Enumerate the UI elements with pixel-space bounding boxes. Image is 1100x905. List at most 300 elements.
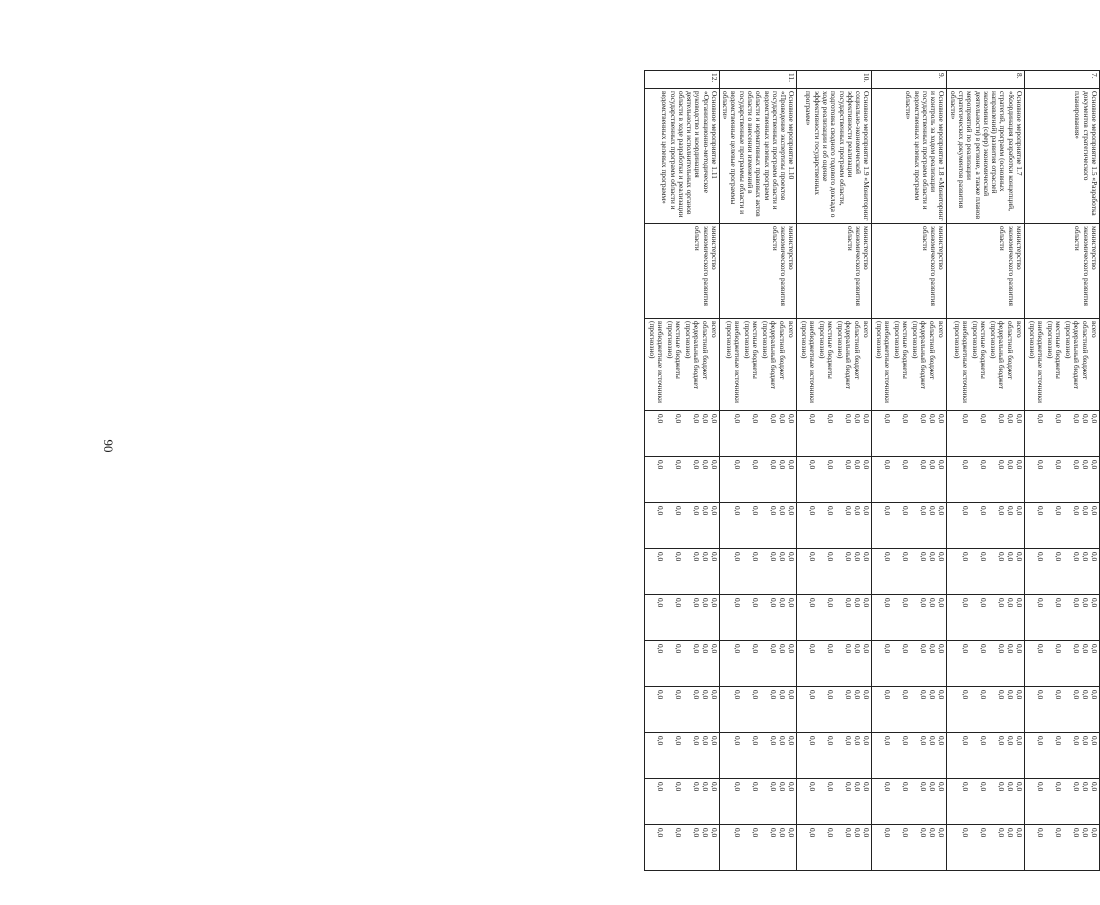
amount-value: 0,0 [733, 598, 743, 608]
executor: министерство экономического развития области [1025, 224, 1100, 319]
amount-value: 0,0 [853, 598, 863, 608]
amount-value: 0,0 [901, 690, 911, 700]
amount-value: 0,0 [883, 460, 893, 470]
amount-value: 0,0 [997, 552, 1006, 562]
value-cell [797, 733, 872, 779]
amount-value: 0,0 [709, 552, 719, 562]
amount-value: 0,0 [691, 782, 701, 792]
amount-value: 0,0 [1054, 736, 1063, 746]
table-row [719, 71, 797, 871]
amount-value: 0,0 [655, 828, 665, 838]
amount-value: 0,0 [928, 460, 938, 470]
amount-value: 0,0 [733, 460, 743, 470]
amount-value: 0,0 [1054, 598, 1063, 608]
amount-value: 0,0 [1036, 782, 1045, 792]
amount-value: 0,0 [919, 460, 929, 470]
amount-value: 0,0 [1072, 598, 1081, 608]
amount-value: 0,0 [1036, 644, 1045, 654]
value-cell [947, 825, 1025, 871]
funding-source-label: всего [709, 321, 719, 338]
amount-value: 0,0 [709, 598, 719, 608]
value-cell [797, 779, 872, 825]
funding-source-label: внебюджетные источники (прогнозно) [875, 321, 893, 404]
amount-value: 0,0 [826, 644, 836, 654]
amount-value: 0,0 [808, 598, 818, 608]
amount-value: 0,0 [778, 736, 788, 746]
value-cell [644, 457, 719, 503]
executor: министерство экономического развития области [872, 224, 947, 319]
amount-value: 0,0 [901, 828, 911, 838]
row-number: 11. [719, 71, 797, 89]
amount-value: 0,0 [787, 598, 797, 608]
amount-value: 0,0 [862, 690, 872, 700]
amount-value: 0,0 [769, 552, 779, 562]
amount-value: 0,0 [709, 782, 719, 792]
amount-value: 0,0 [733, 414, 743, 424]
value-cell [719, 411, 797, 457]
value-cell [797, 411, 872, 457]
amount-value: 0,0 [1081, 782, 1090, 792]
amount-value: 0,0 [919, 644, 929, 654]
funding-source-label: областной бюджет [700, 321, 710, 380]
activity-title: Основное мероприятие 1.8 «Мониторинг и контроль за ходом реализации государственных программ области и ведомственных целевых программ области» [872, 89, 947, 224]
value-cell [1025, 825, 1100, 871]
value-cell [719, 825, 797, 871]
value-cell [947, 687, 1025, 733]
amount-value: 0,0 [1006, 782, 1015, 792]
amount-value: 0,0 [862, 460, 872, 470]
funding-source-label: всего [1015, 321, 1024, 338]
amount-value: 0,0 [901, 460, 911, 470]
activity-title: Основное мероприятие 1.11 «Организационно-методическое руководство и координация деятельности исполнительных органов области в ходе разработки и реализации государственных программ области и ведомственных целевых программ» [644, 89, 719, 224]
table-row [1025, 71, 1100, 871]
amount-value: 0,0 [1090, 552, 1099, 562]
amount-value: 0,0 [700, 828, 710, 838]
amount-value: 0,0 [1081, 736, 1090, 746]
amount-value: 0,0 [787, 552, 797, 562]
amount-value: 0,0 [655, 506, 665, 516]
funding-source-label: федеральный бюджет (прогнозно) [988, 321, 1006, 390]
amount-value: 0,0 [655, 460, 665, 470]
value-cell [644, 779, 719, 825]
amount-value: 0,0 [901, 736, 911, 746]
value-cell [797, 825, 872, 871]
row-number: 10. [797, 71, 872, 89]
amount-value: 0,0 [655, 644, 665, 654]
amount-value: 0,0 [1081, 506, 1090, 516]
amount-value: 0,0 [862, 828, 872, 838]
amount-value: 0,0 [769, 828, 779, 838]
row-number: 9. [872, 71, 947, 89]
amount-value: 0,0 [919, 552, 929, 562]
amount-value: 0,0 [928, 414, 938, 424]
amount-value: 0,0 [1036, 506, 1045, 516]
amount-value: 0,0 [1006, 690, 1015, 700]
amount-value: 0,0 [853, 690, 863, 700]
funding-source-label: областной бюджет [778, 321, 788, 380]
amount-value: 0,0 [751, 690, 761, 700]
amount-value: 0,0 [919, 690, 929, 700]
amount-value: 0,0 [700, 782, 710, 792]
amount-value: 0,0 [673, 644, 683, 654]
amount-value: 0,0 [691, 414, 701, 424]
amount-value: 0,0 [901, 414, 911, 424]
amount-value: 0,0 [883, 736, 893, 746]
amount-value: 0,0 [979, 690, 988, 700]
value-cell [872, 549, 947, 595]
amount-value: 0,0 [1072, 828, 1081, 838]
amount-value: 0,0 [1036, 460, 1045, 470]
amount-value: 0,0 [883, 782, 893, 792]
amount-value: 0,0 [901, 552, 911, 562]
amount-value: 0,0 [1036, 736, 1045, 746]
amount-value: 0,0 [1006, 828, 1015, 838]
amount-value: 0,0 [691, 690, 701, 700]
amount-value: 0,0 [1015, 552, 1024, 562]
amount-value: 0,0 [961, 552, 970, 562]
amount-value: 0,0 [733, 506, 743, 516]
amount-value: 0,0 [769, 414, 779, 424]
amount-value: 0,0 [673, 598, 683, 608]
amount-value: 0,0 [997, 828, 1006, 838]
amount-value: 0,0 [979, 506, 988, 516]
amount-value: 0,0 [691, 828, 701, 838]
amount-value: 0,0 [751, 782, 761, 792]
amount-value: 0,0 [961, 506, 970, 516]
funding-sources [1025, 319, 1100, 411]
amount-value: 0,0 [808, 782, 818, 792]
value-cell [872, 411, 947, 457]
amount-value: 0,0 [700, 414, 710, 424]
amount-value: 0,0 [655, 552, 665, 562]
amount-value: 0,0 [826, 598, 836, 608]
value-cell [797, 687, 872, 733]
amount-value: 0,0 [700, 644, 710, 654]
amount-value: 0,0 [691, 552, 701, 562]
value-cell [947, 595, 1025, 641]
amount-value: 0,0 [826, 414, 836, 424]
amount-value: 0,0 [808, 644, 818, 654]
funding-source-label: областной бюджет [1081, 321, 1090, 380]
row-number: 12. [644, 71, 719, 89]
amount-value: 0,0 [844, 828, 854, 838]
table-body [644, 71, 1099, 871]
amount-value: 0,0 [979, 644, 988, 654]
amount-value: 0,0 [997, 736, 1006, 746]
amount-value: 0,0 [979, 414, 988, 424]
funding-source-label: областной бюджет [1006, 321, 1015, 380]
amount-value: 0,0 [1015, 460, 1024, 470]
amount-value: 0,0 [709, 828, 719, 838]
amount-value: 0,0 [751, 828, 761, 838]
funding-sources [644, 319, 719, 411]
amount-value: 0,0 [1006, 552, 1015, 562]
amount-value: 0,0 [937, 736, 947, 746]
amount-value: 0,0 [1036, 414, 1045, 424]
amount-value: 0,0 [778, 782, 788, 792]
amount-value: 0,0 [853, 828, 863, 838]
amount-value: 0,0 [1054, 460, 1063, 470]
amount-value: 0,0 [844, 460, 854, 470]
amount-value: 0,0 [709, 460, 719, 470]
amount-value: 0,0 [1006, 506, 1015, 516]
amount-value: 0,0 [1015, 644, 1024, 654]
value-cell [1025, 457, 1100, 503]
value-cell [719, 549, 797, 595]
amount-value: 0,0 [808, 414, 818, 424]
amount-value: 0,0 [1015, 690, 1024, 700]
amount-value: 0,0 [826, 828, 836, 838]
amount-value: 0,0 [1081, 598, 1090, 608]
funding-source-label: местные бюджеты (прогнозно) [665, 321, 683, 379]
amount-value: 0,0 [1054, 506, 1063, 516]
amount-value: 0,0 [787, 782, 797, 792]
amount-value: 0,0 [919, 828, 929, 838]
amount-value: 0,0 [862, 414, 872, 424]
amount-value: 0,0 [751, 598, 761, 608]
amount-value: 0,0 [853, 414, 863, 424]
amount-value: 0,0 [883, 598, 893, 608]
amount-value: 0,0 [751, 506, 761, 516]
value-cell [1025, 503, 1100, 549]
amount-value: 0,0 [709, 644, 719, 654]
amount-value: 0,0 [1081, 644, 1090, 654]
amount-value: 0,0 [1081, 690, 1090, 700]
amount-value: 0,0 [997, 506, 1006, 516]
amount-value: 0,0 [937, 598, 947, 608]
amount-value: 0,0 [787, 644, 797, 654]
value-cell [719, 733, 797, 779]
amount-value: 0,0 [853, 460, 863, 470]
amount-value: 0,0 [733, 552, 743, 562]
amount-value: 0,0 [1072, 414, 1081, 424]
funding-source-label: местные бюджеты (прогнозно) [1045, 321, 1063, 379]
amount-value: 0,0 [1015, 414, 1024, 424]
amount-value: 0,0 [787, 690, 797, 700]
activity-title: Основное мероприятие 1.5 «Разработка документов стратегического планирования» [1025, 89, 1100, 224]
value-cell [644, 503, 719, 549]
amount-value: 0,0 [844, 644, 854, 654]
amount-value: 0,0 [997, 598, 1006, 608]
amount-value: 0,0 [862, 506, 872, 516]
amount-value: 0,0 [778, 414, 788, 424]
amount-value: 0,0 [826, 782, 836, 792]
amount-value: 0,0 [673, 736, 683, 746]
amount-value: 0,0 [787, 506, 797, 516]
amount-value: 0,0 [769, 598, 779, 608]
amount-value: 0,0 [883, 644, 893, 654]
table-row [872, 71, 947, 871]
amount-value: 0,0 [997, 414, 1006, 424]
amount-value: 0,0 [691, 506, 701, 516]
amount-value: 0,0 [919, 598, 929, 608]
amount-value: 0,0 [1036, 598, 1045, 608]
amount-value: 0,0 [1072, 506, 1081, 516]
value-cell [1025, 411, 1100, 457]
amount-value: 0,0 [733, 644, 743, 654]
amount-value: 0,0 [769, 644, 779, 654]
amount-value: 0,0 [937, 644, 947, 654]
amount-value: 0,0 [1081, 828, 1090, 838]
amount-value: 0,0 [673, 414, 683, 424]
amount-value: 0,0 [769, 506, 779, 516]
amount-value: 0,0 [961, 598, 970, 608]
amount-value: 0,0 [673, 690, 683, 700]
funding-sources [872, 319, 947, 411]
amount-value: 0,0 [862, 782, 872, 792]
value-cell [719, 687, 797, 733]
amount-value: 0,0 [787, 736, 797, 746]
amount-value: 0,0 [919, 736, 929, 746]
amount-value: 0,0 [961, 828, 970, 838]
amount-value: 0,0 [700, 690, 710, 700]
amount-value: 0,0 [1006, 736, 1015, 746]
amount-value: 0,0 [826, 690, 836, 700]
amount-value: 0,0 [883, 828, 893, 838]
amount-value: 0,0 [1006, 414, 1015, 424]
amount-value: 0,0 [778, 828, 788, 838]
amount-value: 0,0 [655, 690, 665, 700]
amount-value: 0,0 [1081, 414, 1090, 424]
amount-value: 0,0 [808, 828, 818, 838]
amount-value: 0,0 [673, 552, 683, 562]
funding-source-label: всего [937, 321, 947, 338]
amount-value: 0,0 [979, 460, 988, 470]
funding-source-label: внебюджетные источники (прогнозно) [800, 321, 818, 404]
amount-value: 0,0 [1090, 644, 1099, 654]
amount-value: 0,0 [1054, 828, 1063, 838]
amount-value: 0,0 [844, 782, 854, 792]
amount-value: 0,0 [1081, 552, 1090, 562]
amount-value: 0,0 [883, 506, 893, 516]
value-cell [644, 733, 719, 779]
amount-value: 0,0 [961, 736, 970, 746]
value-cell [719, 595, 797, 641]
amount-value: 0,0 [862, 598, 872, 608]
value-cell [872, 779, 947, 825]
amount-value: 0,0 [691, 460, 701, 470]
amount-value: 0,0 [769, 736, 779, 746]
amount-value: 0,0 [844, 552, 854, 562]
funding-source-label: внебюджетные источники (прогнозно) [952, 321, 970, 404]
funding-source-label: внебюджетные источники (прогнозно) [647, 321, 665, 404]
funding-source-label: местные бюджеты (прогнозно) [970, 321, 988, 379]
executor: министерство экономического развития области [644, 224, 719, 319]
amount-value: 0,0 [778, 506, 788, 516]
amount-value: 0,0 [826, 552, 836, 562]
amount-value: 0,0 [1054, 782, 1063, 792]
amount-value: 0,0 [1015, 506, 1024, 516]
amount-value: 0,0 [1054, 414, 1063, 424]
amount-value: 0,0 [928, 736, 938, 746]
amount-value: 0,0 [1090, 828, 1099, 838]
amount-value: 0,0 [700, 506, 710, 516]
page-number: 90 [101, 439, 116, 453]
value-cell [719, 457, 797, 503]
amount-value: 0,0 [862, 552, 872, 562]
value-cell [644, 411, 719, 457]
amount-value: 0,0 [937, 782, 947, 792]
funding-source-label: областной бюджет [853, 321, 863, 380]
value-cell [644, 549, 719, 595]
amount-value: 0,0 [937, 828, 947, 838]
amount-value: 0,0 [1072, 644, 1081, 654]
amount-value: 0,0 [700, 598, 710, 608]
activity-title: Основное мероприятие 1.7 «Координация разработки концепций, стратегий, программ (основных направлений) развития отраслей экономики (сфер) экономической деятельности) в регионе, а также планов мероприятий по реализации стратегических документов развития области» [947, 89, 1025, 224]
amount-value: 0,0 [1054, 552, 1063, 562]
value-cell [1025, 595, 1100, 641]
value-cell [872, 641, 947, 687]
amount-value: 0,0 [862, 736, 872, 746]
value-cell [797, 549, 872, 595]
row-number: 8. [947, 71, 1025, 89]
value-cell [872, 595, 947, 641]
executor: министерство экономического развития области [719, 224, 797, 319]
funding-sources [797, 319, 872, 411]
amount-value: 0,0 [919, 414, 929, 424]
value-cell [797, 595, 872, 641]
funding-sources [947, 319, 1025, 411]
amount-value: 0,0 [1036, 690, 1045, 700]
amount-value: 0,0 [1072, 782, 1081, 792]
value-cell [872, 825, 947, 871]
amount-value: 0,0 [1081, 460, 1090, 470]
value-cell [947, 641, 1025, 687]
amount-value: 0,0 [1054, 690, 1063, 700]
amount-value: 0,0 [808, 690, 818, 700]
amount-value: 0,0 [673, 460, 683, 470]
activity-title: Основное мероприятие 1.10 «Проведение экспертизы проектов государственных программ области и ведомственных целевых программ области и нормативных правовых актов области о внесении изменений в государственные программы области и ведомственные целевые программы области» [719, 89, 797, 224]
amount-value: 0,0 [937, 414, 947, 424]
value-cell [872, 503, 947, 549]
amount-value: 0,0 [937, 460, 947, 470]
amount-value: 0,0 [901, 598, 911, 608]
amount-value: 0,0 [928, 828, 938, 838]
funding-source-label: внебюджетные источники (прогнозно) [1027, 321, 1045, 404]
amount-value: 0,0 [928, 552, 938, 562]
value-cell [719, 779, 797, 825]
amount-value: 0,0 [700, 460, 710, 470]
amount-value: 0,0 [853, 552, 863, 562]
amount-value: 0,0 [928, 506, 938, 516]
funding-source-label: федеральный бюджет (прогнозно) [911, 321, 929, 390]
amount-value: 0,0 [787, 828, 797, 838]
amount-value: 0,0 [1006, 460, 1015, 470]
amount-value: 0,0 [928, 598, 938, 608]
amount-value: 0,0 [673, 828, 683, 838]
amount-value: 0,0 [655, 598, 665, 608]
funding-source-label: местные бюджеты (прогнозно) [818, 321, 836, 379]
amount-value: 0,0 [979, 598, 988, 608]
funding-source-label: областной бюджет [928, 321, 938, 380]
amount-value: 0,0 [1090, 506, 1099, 516]
amount-value: 0,0 [853, 506, 863, 516]
amount-value: 0,0 [709, 506, 719, 516]
value-cell [644, 687, 719, 733]
amount-value: 0,0 [826, 736, 836, 746]
amount-value: 0,0 [1054, 644, 1063, 654]
amount-value: 0,0 [979, 828, 988, 838]
amount-value: 0,0 [961, 782, 970, 792]
amount-value: 0,0 [700, 552, 710, 562]
value-cell [797, 457, 872, 503]
amount-value: 0,0 [733, 736, 743, 746]
amount-value: 0,0 [844, 506, 854, 516]
amount-value: 0,0 [787, 460, 797, 470]
value-cell [947, 779, 1025, 825]
amount-value: 0,0 [787, 414, 797, 424]
funding-source-label: федеральный бюджет (прогнозно) [683, 321, 701, 390]
